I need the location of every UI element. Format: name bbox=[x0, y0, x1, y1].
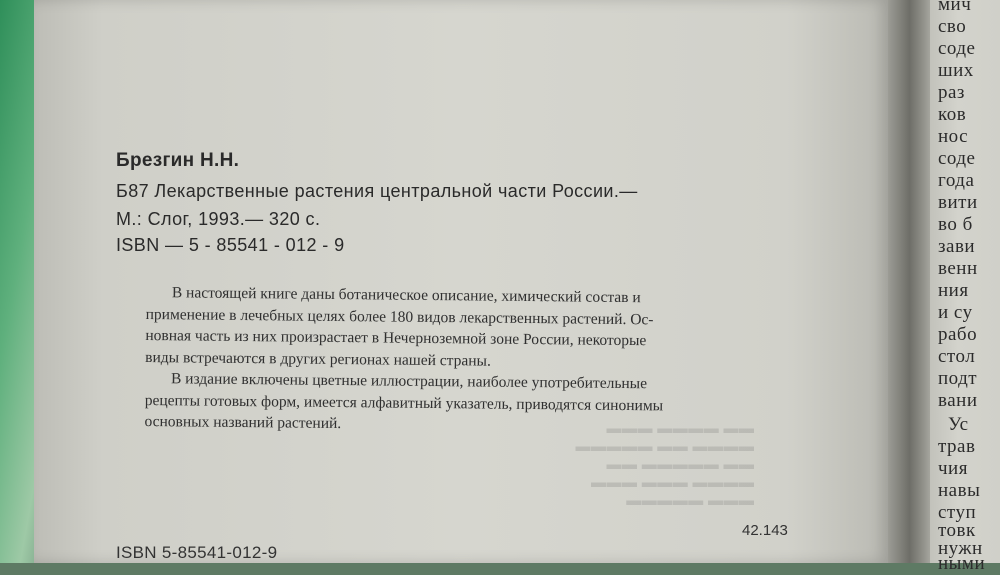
right-page-fragment: ными bbox=[938, 553, 986, 574]
abstract-line: новная часть из них произрастает в Нечерноземной зоне России, некоторые bbox=[145, 326, 647, 350]
right-page-fragment: товк bbox=[938, 520, 976, 541]
right-page-fragment: навы bbox=[938, 480, 981, 501]
right-page-fragment: соде bbox=[938, 148, 976, 169]
bleed-through-text: ▬▬ ▬▬▬▬ ▬▬▬ ▬▬▬▬ ▬▬ ▬▬▬▬▬ ▬▬ ▬▬▬▬▬ ▬▬ ▬▬▬▬ ▬▬▬ ▬▬▬ ▬▬▬ ▬▬▬▬▬ bbox=[575, 421, 754, 509]
right-page-fragment: ков bbox=[938, 104, 967, 125]
right-page-fragment: венн bbox=[938, 258, 978, 279]
right-page-fragment: ших bbox=[938, 60, 974, 81]
abstract-line: применение в лечебных целях более 180 видов лекарственных растений. Ос- bbox=[145, 305, 654, 328]
right-page-fragment: нос bbox=[938, 126, 969, 147]
right-page-fragment: подт bbox=[938, 368, 978, 389]
right-page-fragment: зави bbox=[938, 236, 976, 257]
abstract-line: основных названий растений. bbox=[144, 412, 342, 433]
abstract-line: виды встречаются в других регионах нашей страны. bbox=[145, 348, 491, 370]
bottom-isbn: ISBN 5-85541-012-9 bbox=[116, 543, 278, 562]
right-page-fragment: ступ bbox=[938, 502, 977, 523]
right-page-fragment: рабо bbox=[938, 324, 978, 345]
catalog-title-line: Б87 Лекарственные растения центральной части России.— bbox=[116, 181, 638, 201]
right-page bbox=[930, 0, 1000, 574]
right-page-fragment: и су bbox=[938, 302, 973, 323]
classification-code: 42.143 bbox=[742, 522, 788, 539]
right-page-fragment: во б bbox=[938, 214, 973, 235]
book-gutter bbox=[888, 0, 936, 563]
right-page-fragment: Ус bbox=[948, 414, 969, 435]
abstract-line: В настоящей книге даны ботаническое описание, химический состав и bbox=[171, 284, 641, 307]
right-page-fragment: чия bbox=[938, 458, 968, 479]
right-page-fragment: трав bbox=[938, 436, 976, 457]
right-page-fragment: ния bbox=[938, 280, 969, 301]
right-page-fragment: стол bbox=[938, 346, 976, 367]
right-page-fragment: мич bbox=[938, 0, 972, 15]
right-page-fragment: вити bbox=[938, 192, 978, 213]
isbn-line: ISBN — 5 - 85541 - 012 - 9 bbox=[116, 235, 345, 255]
right-page-fragment: вани bbox=[938, 390, 978, 411]
author-name: Брезгин Н.Н. bbox=[116, 150, 240, 171]
abstract bbox=[144, 282, 816, 440]
abstract-line: рецепты готовых форм, имеется алфавитный указатель, приводятся синонимы bbox=[144, 391, 664, 414]
right-page-fragment: года bbox=[938, 170, 975, 191]
publisher-line: М.: Слог, 1993.— 320 с. bbox=[116, 209, 321, 229]
right-page-fragment: сво bbox=[938, 16, 967, 37]
right-page-fragment: нужн bbox=[938, 538, 983, 559]
right-page-fragment: соде bbox=[938, 38, 976, 59]
abstract-line: В издание включены цветные иллюстрации, наиболее употребительные bbox=[170, 370, 648, 393]
right-page-fragment: раз bbox=[938, 82, 965, 103]
